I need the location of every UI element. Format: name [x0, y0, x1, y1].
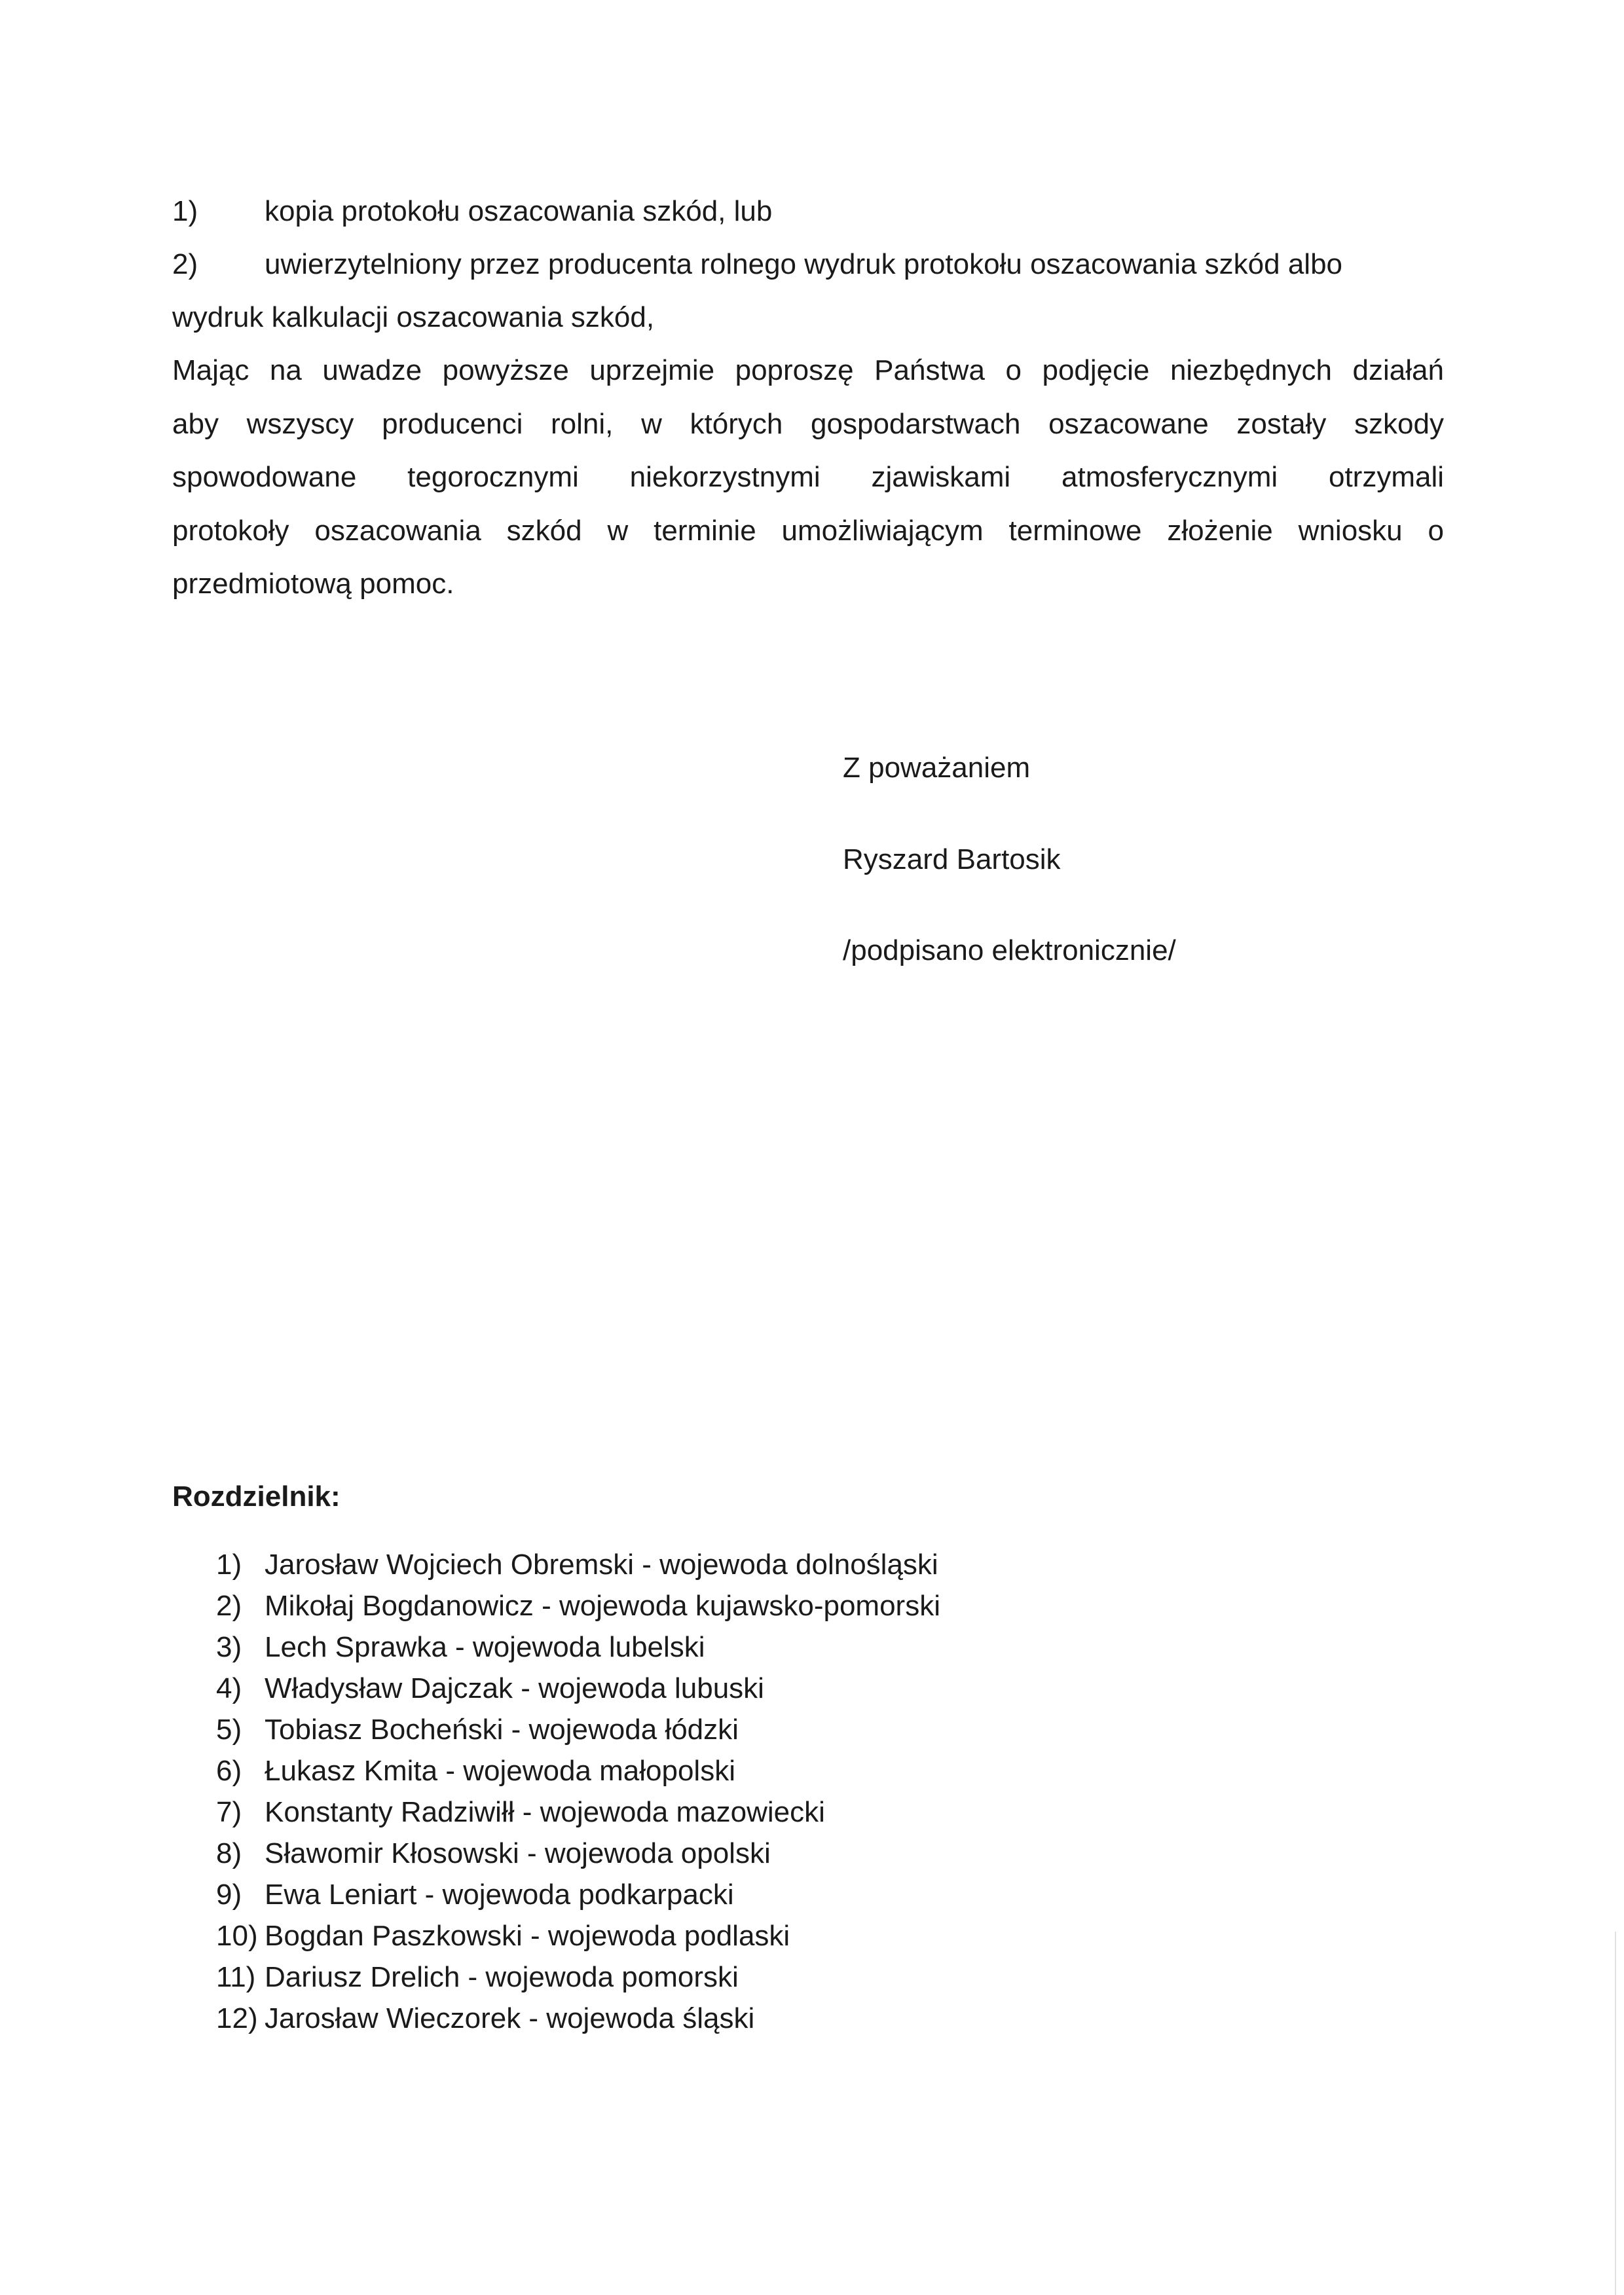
distribution-recipient: Jarosław Wojciech Obremski - wojewoda dolnośląski: [265, 1549, 938, 1581]
distribution-number: 3): [216, 1631, 242, 1663]
distribution-number: 6): [216, 1755, 242, 1787]
distribution-number: 10): [216, 1920, 258, 1952]
distribution-recipient: Tobiasz Bocheński - wojewoda łódzki: [265, 1714, 739, 1746]
paragraph-last-line: przedmiotową pomoc.: [172, 568, 454, 600]
distribution-recipient: Jarosław Wieczorek - wojewoda śląski: [265, 2002, 755, 2034]
distribution-recipient: Sławomir Kłosowski - wojewoda opolski: [265, 1837, 771, 1869]
distribution-number: 12): [216, 2002, 258, 2034]
paragraph-line: spowodowane tegorocznymi niekorzystnymi zjawiskami atmosferycznymi otrzymali: [172, 461, 1444, 493]
distribution-number: 2): [216, 1590, 242, 1622]
distribution-heading: Rozdzielnik:: [172, 1480, 341, 1513]
distribution-recipient: Łukasz Kmita - wojewoda małopolski: [265, 1755, 735, 1787]
distribution-number: 4): [216, 1672, 242, 1704]
closing-greeting: Z poważaniem: [843, 752, 1031, 784]
distribution-recipient: Władysław Dajczak - wojewoda lubuski: [265, 1672, 764, 1704]
distribution-number: 7): [216, 1796, 242, 1828]
distribution-number: 8): [216, 1837, 242, 1869]
distribution-recipient: Lech Sprawka - wojewoda lubelski: [265, 1631, 705, 1663]
distribution-number: 9): [216, 1879, 242, 1911]
list-item-text: uwierzytelniony przez producenta rolnego wydruk protokołu oszacowania szkód albo: [265, 248, 1343, 280]
distribution-recipient: Konstanty Radziwiłł - wojewoda mazowiecki: [265, 1796, 825, 1828]
distribution-recipient: Bogdan Paszkowski - wojewoda podlaski: [265, 1920, 790, 1952]
distribution-number: 1): [216, 1549, 242, 1581]
list-item-number: 2): [172, 248, 198, 280]
paragraph-line: Mając na uwadze powyższe uprzejmie poproszę Państwa o podjęcie niezbędnych działań: [172, 354, 1444, 386]
signatory-name: Ryszard Bartosik: [843, 843, 1061, 875]
distribution-number: 5): [216, 1714, 242, 1746]
distribution-recipient: Dariusz Drelich - wojewoda pomorski: [265, 1961, 739, 1993]
list-item-number: 1): [172, 195, 198, 227]
distribution-number: 11): [216, 1961, 256, 1993]
paragraph-line: aby wszyscy producenci rolni, w których gospodarstwach oszacowane zostały szkody: [172, 408, 1444, 440]
distribution-recipient: Ewa Leniart - wojewoda podkarpacki: [265, 1879, 734, 1911]
paragraph-line: protokoły oszacowania szkód w terminie umożliwiającym terminowe złożenie wniosku o: [172, 515, 1444, 547]
list-item-text: kopia protokołu oszacowania szkód, lub: [265, 195, 773, 227]
distribution-recipient: Mikołaj Bogdanowicz - wojewoda kujawsko-pomorski: [265, 1590, 940, 1622]
list-item-continuation: wydruk kalkulacji oszacowania szkód,: [172, 301, 655, 333]
scan-edge-line: [1615, 1932, 1616, 2295]
signature-note: /podpisano elektronicznie/: [843, 934, 1176, 966]
